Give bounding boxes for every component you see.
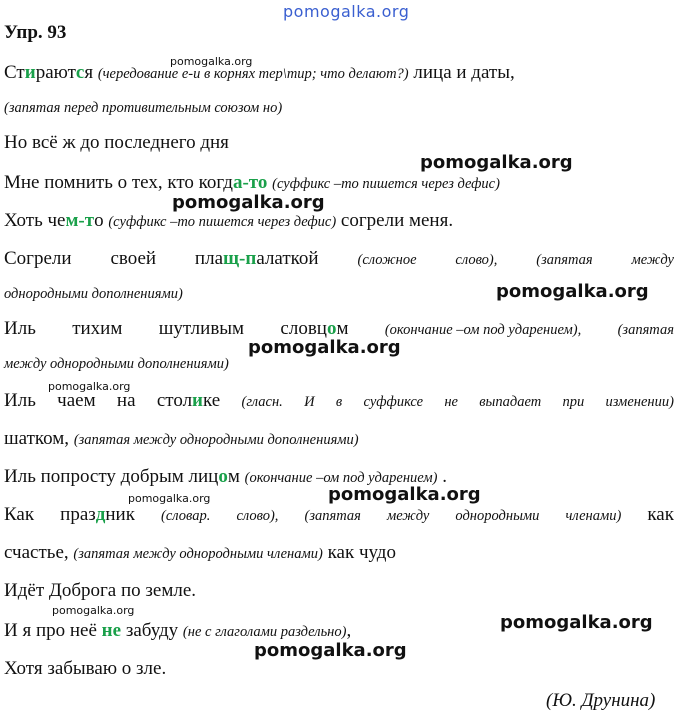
highlight: м-т: [65, 210, 95, 231]
note: (не с глаголами раздельно): [182, 624, 347, 640]
exercise-title: Упр. 93: [4, 22, 67, 43]
note: (суффикс –то пишется через дефис): [272, 176, 500, 192]
watermark: pomogalka.org: [128, 492, 211, 505]
text: как чудо: [327, 542, 396, 563]
note: между: [386, 508, 430, 524]
text: Ст: [4, 62, 25, 83]
word: Иль: [4, 318, 36, 339]
note: (суффикс –то пишется через дефис): [108, 214, 337, 230]
word: Иль: [4, 390, 36, 411]
note: между: [631, 252, 674, 268]
note: (запятая между однородными членами): [73, 546, 323, 562]
text: согрели меня.: [340, 210, 454, 231]
line-17: Хотя забываю о зле.: [4, 658, 167, 679]
note: суффиксе: [363, 394, 424, 410]
line-2: (запятая перед противительным союзом но): [4, 100, 283, 116]
text: м: [227, 466, 240, 487]
note: (словар.: [161, 508, 211, 524]
line-10: [4, 390, 674, 413]
watermark: pomogalka.org: [170, 55, 253, 68]
line-5: [4, 210, 453, 233]
note: (окончание –ом под ударением),: [384, 322, 582, 338]
note: при: [562, 394, 585, 410]
highlight: а-то: [232, 172, 268, 193]
word: праздник: [60, 504, 135, 525]
word: Согрели: [4, 248, 72, 269]
note: И: [304, 394, 315, 410]
word: своей: [110, 248, 157, 269]
text: я: [84, 62, 94, 83]
line-15: Идёт Доброга по земле.: [4, 580, 197, 601]
line-7: однородными дополнениями): [4, 286, 183, 302]
note: (чередование е-и в корнях тер\тир; что делают?): [97, 66, 409, 82]
watermark: pomogalka.org: [172, 192, 325, 213]
word: чаем: [57, 390, 96, 411]
word: на: [116, 390, 136, 411]
watermark: pomogalka.org: [248, 337, 401, 358]
text: рают: [35, 62, 76, 83]
watermark: pomogalka.org: [500, 612, 653, 633]
text: Хоть че: [4, 210, 66, 231]
text: Иль попросту добрым лиц: [4, 466, 219, 487]
watermark: pomogalka.org: [52, 604, 135, 617]
note: выпадает: [479, 394, 542, 410]
note: слово),: [455, 252, 498, 268]
line-13: [4, 504, 674, 527]
line-6: [4, 248, 674, 271]
line-11: [4, 428, 359, 451]
highlight: д: [95, 504, 106, 525]
note: (гласн.: [241, 394, 283, 410]
note: (сложное: [357, 252, 417, 268]
word: как: [647, 504, 674, 525]
text: ,: [346, 620, 352, 641]
text: забуду: [121, 620, 179, 641]
word: Как: [4, 504, 35, 525]
line-9: между однородными дополнениями): [4, 356, 229, 372]
note: (запятая: [304, 508, 361, 524]
line-14: [4, 542, 396, 565]
word: тихим: [72, 318, 123, 339]
watermark: pomogalka.org: [496, 281, 649, 302]
text: шатком,: [4, 428, 70, 449]
highlight: и: [24, 62, 36, 83]
note: изменении): [605, 394, 674, 410]
note: (окончание –ом под ударением): [244, 470, 438, 486]
highlight: с: [75, 62, 85, 83]
watermark: pomogalka.org: [420, 152, 573, 173]
highlight: о: [218, 466, 228, 487]
note: не: [444, 394, 458, 410]
highlight: не: [101, 620, 122, 641]
text: счастье,: [4, 542, 69, 563]
note: однородными: [455, 508, 540, 524]
text: Мне помнить о тех, кто когд: [4, 172, 233, 193]
note: (запятая: [536, 252, 593, 268]
highlight: щ-п: [223, 248, 257, 269]
word: словцом: [280, 318, 349, 339]
line-1: [4, 62, 515, 85]
note: (запятая: [617, 322, 674, 338]
text: .: [442, 466, 447, 487]
text: лица и даты,: [413, 62, 515, 83]
note: в: [335, 394, 343, 410]
watermark: pomogalka.org: [328, 484, 481, 505]
word: столике: [156, 390, 221, 411]
author: (Ю. Друнина): [546, 690, 656, 711]
watermark: pomogalka.org: [254, 640, 407, 661]
note: членами): [565, 508, 622, 524]
highlight: о: [326, 318, 337, 339]
word: шутливым: [158, 318, 245, 339]
note: (запятая между однородными дополнениями): [73, 432, 359, 448]
text: И я про неё: [4, 620, 102, 641]
line-3: Но всё ж до последнего дня: [4, 132, 229, 153]
note: слово),: [236, 508, 279, 524]
watermark: pomogalka.org: [48, 380, 131, 393]
word: плащ-палаткой: [194, 248, 319, 269]
highlight: и: [192, 390, 203, 411]
watermark-top: pomogalka.org: [283, 2, 410, 21]
text: о: [94, 210, 104, 231]
